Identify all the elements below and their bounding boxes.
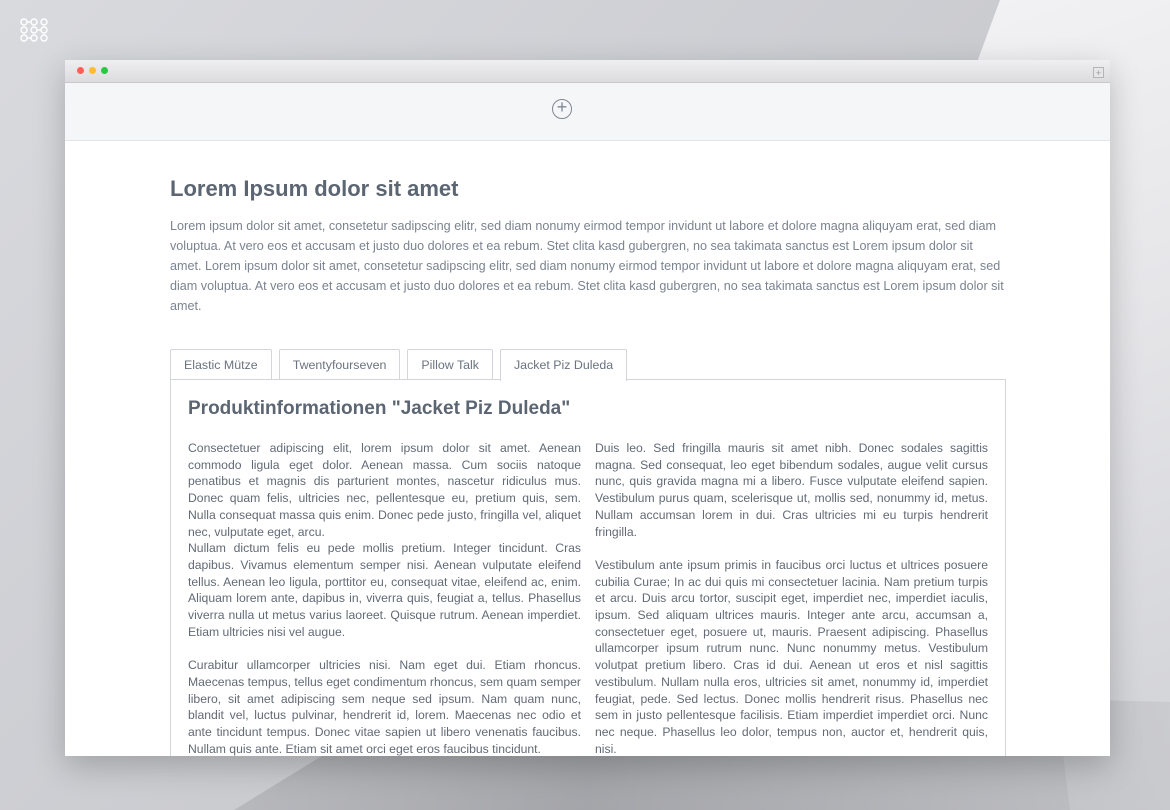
panel-columns [188, 440, 988, 756]
editor-toolbar [65, 83, 1110, 141]
left-column [188, 440, 581, 756]
paragraph: Nullam dictum felis eu pede mollis pretium. Integer tincidunt. Cras dapibus. Vivamus elementum semper nisi. Aenean vulputate eleifend tellus. Aenean leo ligula, porttitor eu, consequat vitae, eleifend ac, enim. Aliquam lorem ante, dapibus in, viverra quis, feugiat a, tellus. Phasellus viverra nulla ut metus varius laoreet. Quisque rutrum. Aenean imperdiet. Etiam ultricies nisi vel augue. [188, 541, 581, 639]
maximize-window-button[interactable] [101, 67, 108, 74]
browser-window [65, 60, 1110, 756]
paragraph: Consectetuer adipiscing elit, lorem ipsum dolor sit amet. Aenean commodo ligula eget dolor. Aenean massa. Cum sociis natoque penatibus et magnis dis parturient montes, nascetur ridiculus mus. Donec quam felis, ultricies nec, pellentesque eu, pretium quis, sem. Nulla consequat massa quis enim. Donec pede justo, fringilla vel, aliquet nec, vulputate eget, arcu. [188, 441, 581, 539]
tab-jacket-piz-duleda[interactable]: Jacket Piz Duleda [500, 349, 627, 381]
page-content [65, 176, 1110, 756]
tab-panel [170, 379, 1006, 756]
intro-text: Lorem ipsum dolor sit amet, consetetur sadipscing elitr, sed diam nonumy eirmod tempor invidunt ut labore et dolore magna aliquyam erat, sed diam voluptua. At vero eos et accusam et justo duo dolores et ea rebum. Stet clita kasd gubergren, no sea takimata sanctus est Lorem ipsum dolor sit amet. Lorem ipsum dolor sit amet, consetetur sadipscing elitr, sed diam nonumy eirmod tempor invidunt ut labore et dolore magna aliquyam erat, sed diam voluptua. At vero eos et accusam et justo duo dolores et ea rebum. Stet clita kasd gubergren, no sea takimata sanctus est Lorem ipsum dolor sit amet. [170, 219, 1004, 313]
right-column [595, 440, 988, 756]
close-window-button[interactable] [77, 67, 84, 74]
paragraph: Curabitur ullamcorper ultricies nisi. Nam eget dui. Etiam rhoncus. Maecenas tempus, tellus eget condimentum rhoncus, sem quam semper libero, sit amet adipiscing sem neque sed ipsum. Nam quam nunc, blandit vel, luctus pulvinar, hendrerit id, lorem. Maecenas nec odio et ante tincidunt tempus. Donec vitae sapien ut libero venenatis faucibus. Nullam quis ante. Etiam sit amet orci eget eros faucibus tincidunt. [188, 658, 581, 756]
paragraph: Vestibulum ante ipsum primis in faucibus orci luctus et ultrices posuere cubilia Curae; In ac dui quis mi consectetuer lacinia. Nam pretium turpis et arcu. Duis arcu tortor, suscipit eget, imperdiet nec, imperdiet iaculis, ipsum. Sed aliquam ultrices mauris. Integer ante arcu, accumsan a, consectetuer eget, posuere ut, mauris. Praesent adipiscing. Phasellus ullamcorper ipsum rutrum nunc. Nunc nonummy metus. Vestibulum volutpat pretium libero. Cras id dui. Aenean ut eros et nisl sagittis vestibulum. Nullam nulla eros, ultricies sit amet, nonummy id, imperdiet feugiat, pede. Sed lectus. Donec mollis hendrerit risus. Phasellus nec sem in justo pellentesque facilisis. Etiam imperdiet imperdiet orci. Nunc nec neque. Phasellus leo dolor, tempus non, auctor et, hendrerit quis, nisi. [595, 557, 988, 756]
window-expand-button[interactable]: + [1093, 67, 1104, 78]
tab-bar [170, 349, 1006, 380]
window-titlebar [65, 60, 1110, 83]
tab-twentyfourseven[interactable]: Twentyfourseven [279, 349, 401, 380]
tab-pillow-talk[interactable]: Pillow Talk [407, 349, 493, 380]
tab-elastic-mutze[interactable]: Elastic Mütze [170, 349, 272, 380]
plus-circle-icon[interactable]: + [552, 99, 572, 119]
app-logo-icon [18, 16, 52, 44]
page-title: Lorem Ipsum dolor sit amet [170, 176, 459, 201]
paragraph: Duis leo. Sed fringilla mauris sit amet nibh. Donec sodales sagittis magna. Sed consequat, leo eget bibendum sodales, augue velit cursus nunc, quis gravida magna mi a libero. Fusce vulputate eleifend sapien. Vestibulum purus quam, scelerisque ut, mollis sed, nonummy id, metus. Nullam accumsan lorem in dui. Cras ultricies mi eu turpis hendrerit fringilla. [595, 441, 988, 539]
minimize-window-button[interactable] [89, 67, 96, 74]
panel-heading: Produktinformationen "Jacket Piz Duleda" [188, 398, 571, 419]
